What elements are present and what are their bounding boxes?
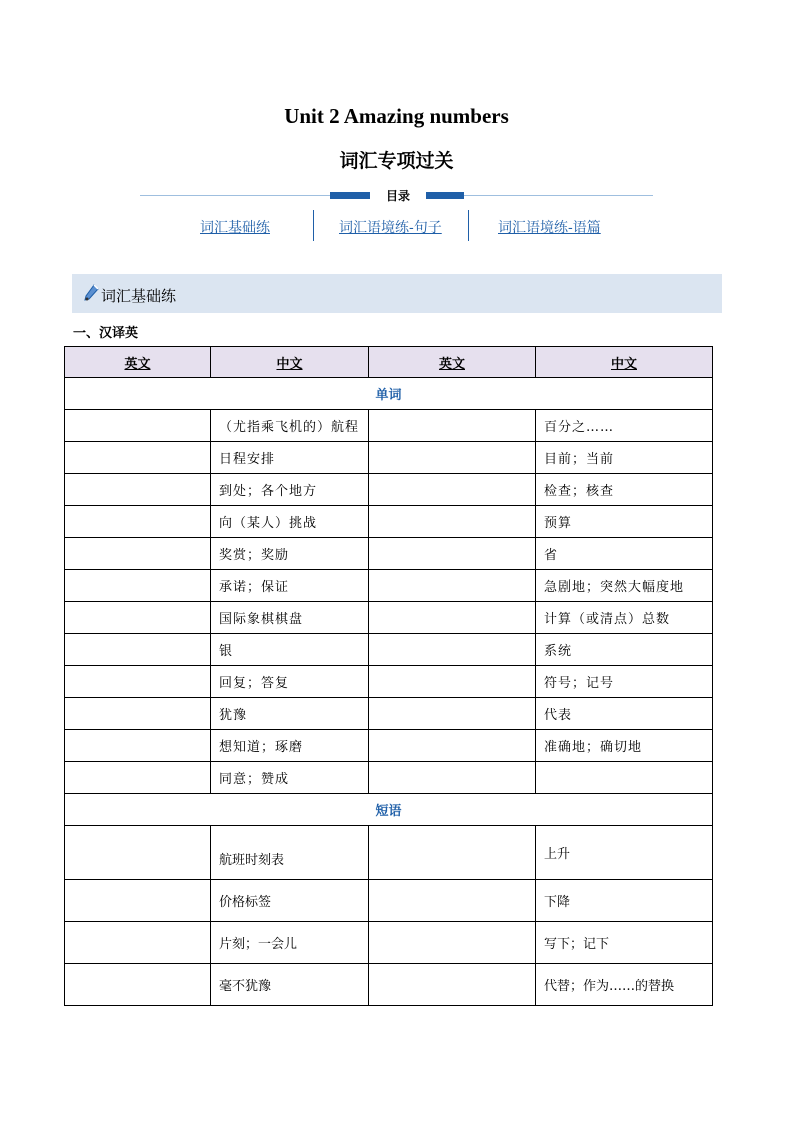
- document-title-chinese: 词汇专项过关: [339, 150, 454, 172]
- table-row: [65, 666, 713, 698]
- answer-blank[interactable]: [369, 410, 536, 442]
- chinese-term: 承诺；保证: [211, 570, 369, 602]
- answer-blank[interactable]: [65, 730, 211, 762]
- group-label: 单词: [65, 378, 713, 410]
- group-label: 短语: [65, 794, 713, 826]
- pencil-icon: [82, 283, 100, 303]
- chinese-phrase: 代替；作为……的替换: [536, 964, 713, 1006]
- answer-blank[interactable]: [369, 570, 536, 602]
- chinese-term: 百分之……: [536, 410, 713, 442]
- chinese-phrase: 下降: [536, 880, 713, 922]
- answer-blank[interactable]: [369, 880, 536, 922]
- answer-blank[interactable]: [369, 442, 536, 474]
- answer-blank[interactable]: [369, 922, 536, 964]
- answer-blank[interactable]: [65, 602, 211, 634]
- answer-blank[interactable]: [65, 634, 211, 666]
- chinese-term: 犹豫: [211, 698, 369, 730]
- answer-blank[interactable]: [369, 602, 536, 634]
- table-row: [65, 964, 713, 1006]
- chinese-phrase: 毫不犹豫: [211, 964, 369, 1006]
- column-header-chinese: 中文: [536, 347, 713, 378]
- toc-label: 目录: [370, 187, 426, 204]
- answer-blank[interactable]: [65, 880, 211, 922]
- answer-blank[interactable]: [369, 698, 536, 730]
- chinese-term: 同意；赞成: [211, 762, 369, 794]
- chinese-phrase: 航班时刻表: [211, 826, 369, 880]
- chinese-term: 系统: [536, 634, 713, 666]
- answer-blank[interactable]: [369, 762, 536, 794]
- chinese-term: 检查；核查: [536, 474, 713, 506]
- group-row-phrases: [65, 794, 713, 826]
- table-row: [65, 698, 713, 730]
- chinese-term: 想知道；琢磨: [211, 730, 369, 762]
- answer-blank[interactable]: [65, 826, 211, 880]
- table-row: [65, 442, 713, 474]
- chinese-term: 国际象棋棋盘: [211, 602, 369, 634]
- chinese-term: 符号；记号: [536, 666, 713, 698]
- column-header-english: 英文: [369, 347, 536, 378]
- toc-link-vocab-basics[interactable]: 词汇基础练: [200, 220, 270, 236]
- answer-blank[interactable]: [65, 698, 211, 730]
- chinese-term: 回复；答复: [211, 666, 369, 698]
- chinese-term: 代表: [536, 698, 713, 730]
- chinese-term: 到处；各个地方: [211, 474, 369, 506]
- answer-blank[interactable]: [369, 730, 536, 762]
- answer-blank[interactable]: [65, 474, 211, 506]
- chinese-phrase: 写下；记下: [536, 922, 713, 964]
- chinese-term: 目前；当前: [536, 442, 713, 474]
- answer-blank[interactable]: [65, 964, 211, 1006]
- table-row: [65, 506, 713, 538]
- answer-blank[interactable]: [65, 442, 211, 474]
- table-row: [65, 826, 713, 880]
- chinese-term: （尤指乘飞机的）航程: [211, 410, 369, 442]
- table-row: [65, 634, 713, 666]
- answer-blank[interactable]: [369, 826, 536, 880]
- column-header-chinese: 中文: [211, 347, 369, 378]
- chinese-phrase: 价格标签: [211, 880, 369, 922]
- answer-blank[interactable]: [369, 666, 536, 698]
- column-header-english: 英文: [65, 347, 211, 378]
- document-title-english: Unit 2 Amazing numbers: [284, 104, 509, 128]
- answer-blank[interactable]: [369, 964, 536, 1006]
- toc-link-vocab-sentences[interactable]: 词汇语境练-句子: [339, 220, 442, 236]
- answer-blank[interactable]: [65, 922, 211, 964]
- exercise-subtitle: 一、汉译英: [73, 326, 139, 341]
- table-row: [65, 570, 713, 602]
- table-row: [65, 922, 713, 964]
- answer-blank[interactable]: [65, 538, 211, 570]
- table-row: [65, 730, 713, 762]
- table-row: [65, 538, 713, 570]
- answer-blank[interactable]: [65, 410, 211, 442]
- table-row: [65, 880, 713, 922]
- vocabulary-table: [64, 346, 713, 1006]
- answer-blank[interactable]: [65, 666, 211, 698]
- answer-blank[interactable]: [369, 474, 536, 506]
- toc-separator: [468, 210, 469, 241]
- table-header-row: [65, 347, 713, 378]
- toc-separator: [313, 210, 314, 241]
- chinese-term: 急剧地；突然大幅度地: [536, 570, 713, 602]
- chinese-term: 计算（或清点）总数: [536, 602, 713, 634]
- chinese-term: 预算: [536, 506, 713, 538]
- section-title: 词汇基础练: [101, 287, 177, 305]
- chinese-term: 奖赏；奖励: [211, 538, 369, 570]
- answer-blank[interactable]: [65, 506, 211, 538]
- answer-blank[interactable]: [65, 570, 211, 602]
- chinese-term: 向（某人）挑战: [211, 506, 369, 538]
- chinese-term: 日程安排: [211, 442, 369, 474]
- group-row-words: [65, 378, 713, 410]
- table-row: [65, 762, 713, 794]
- chinese-term: 省: [536, 538, 713, 570]
- table-row: [65, 474, 713, 506]
- chinese-term: [536, 762, 713, 794]
- answer-blank[interactable]: [369, 538, 536, 570]
- answer-blank[interactable]: [369, 506, 536, 538]
- table-row: [65, 410, 713, 442]
- table-row: [65, 602, 713, 634]
- answer-blank[interactable]: [369, 634, 536, 666]
- chinese-term: 银: [211, 634, 369, 666]
- answer-blank[interactable]: [65, 762, 211, 794]
- chinese-term: 准确地；确切地: [536, 730, 713, 762]
- toc-link-vocab-passage[interactable]: 词汇语境练-语篇: [498, 220, 601, 236]
- chinese-phrase: 片刻；一会儿: [211, 922, 369, 964]
- chinese-phrase: 上升: [536, 826, 713, 880]
